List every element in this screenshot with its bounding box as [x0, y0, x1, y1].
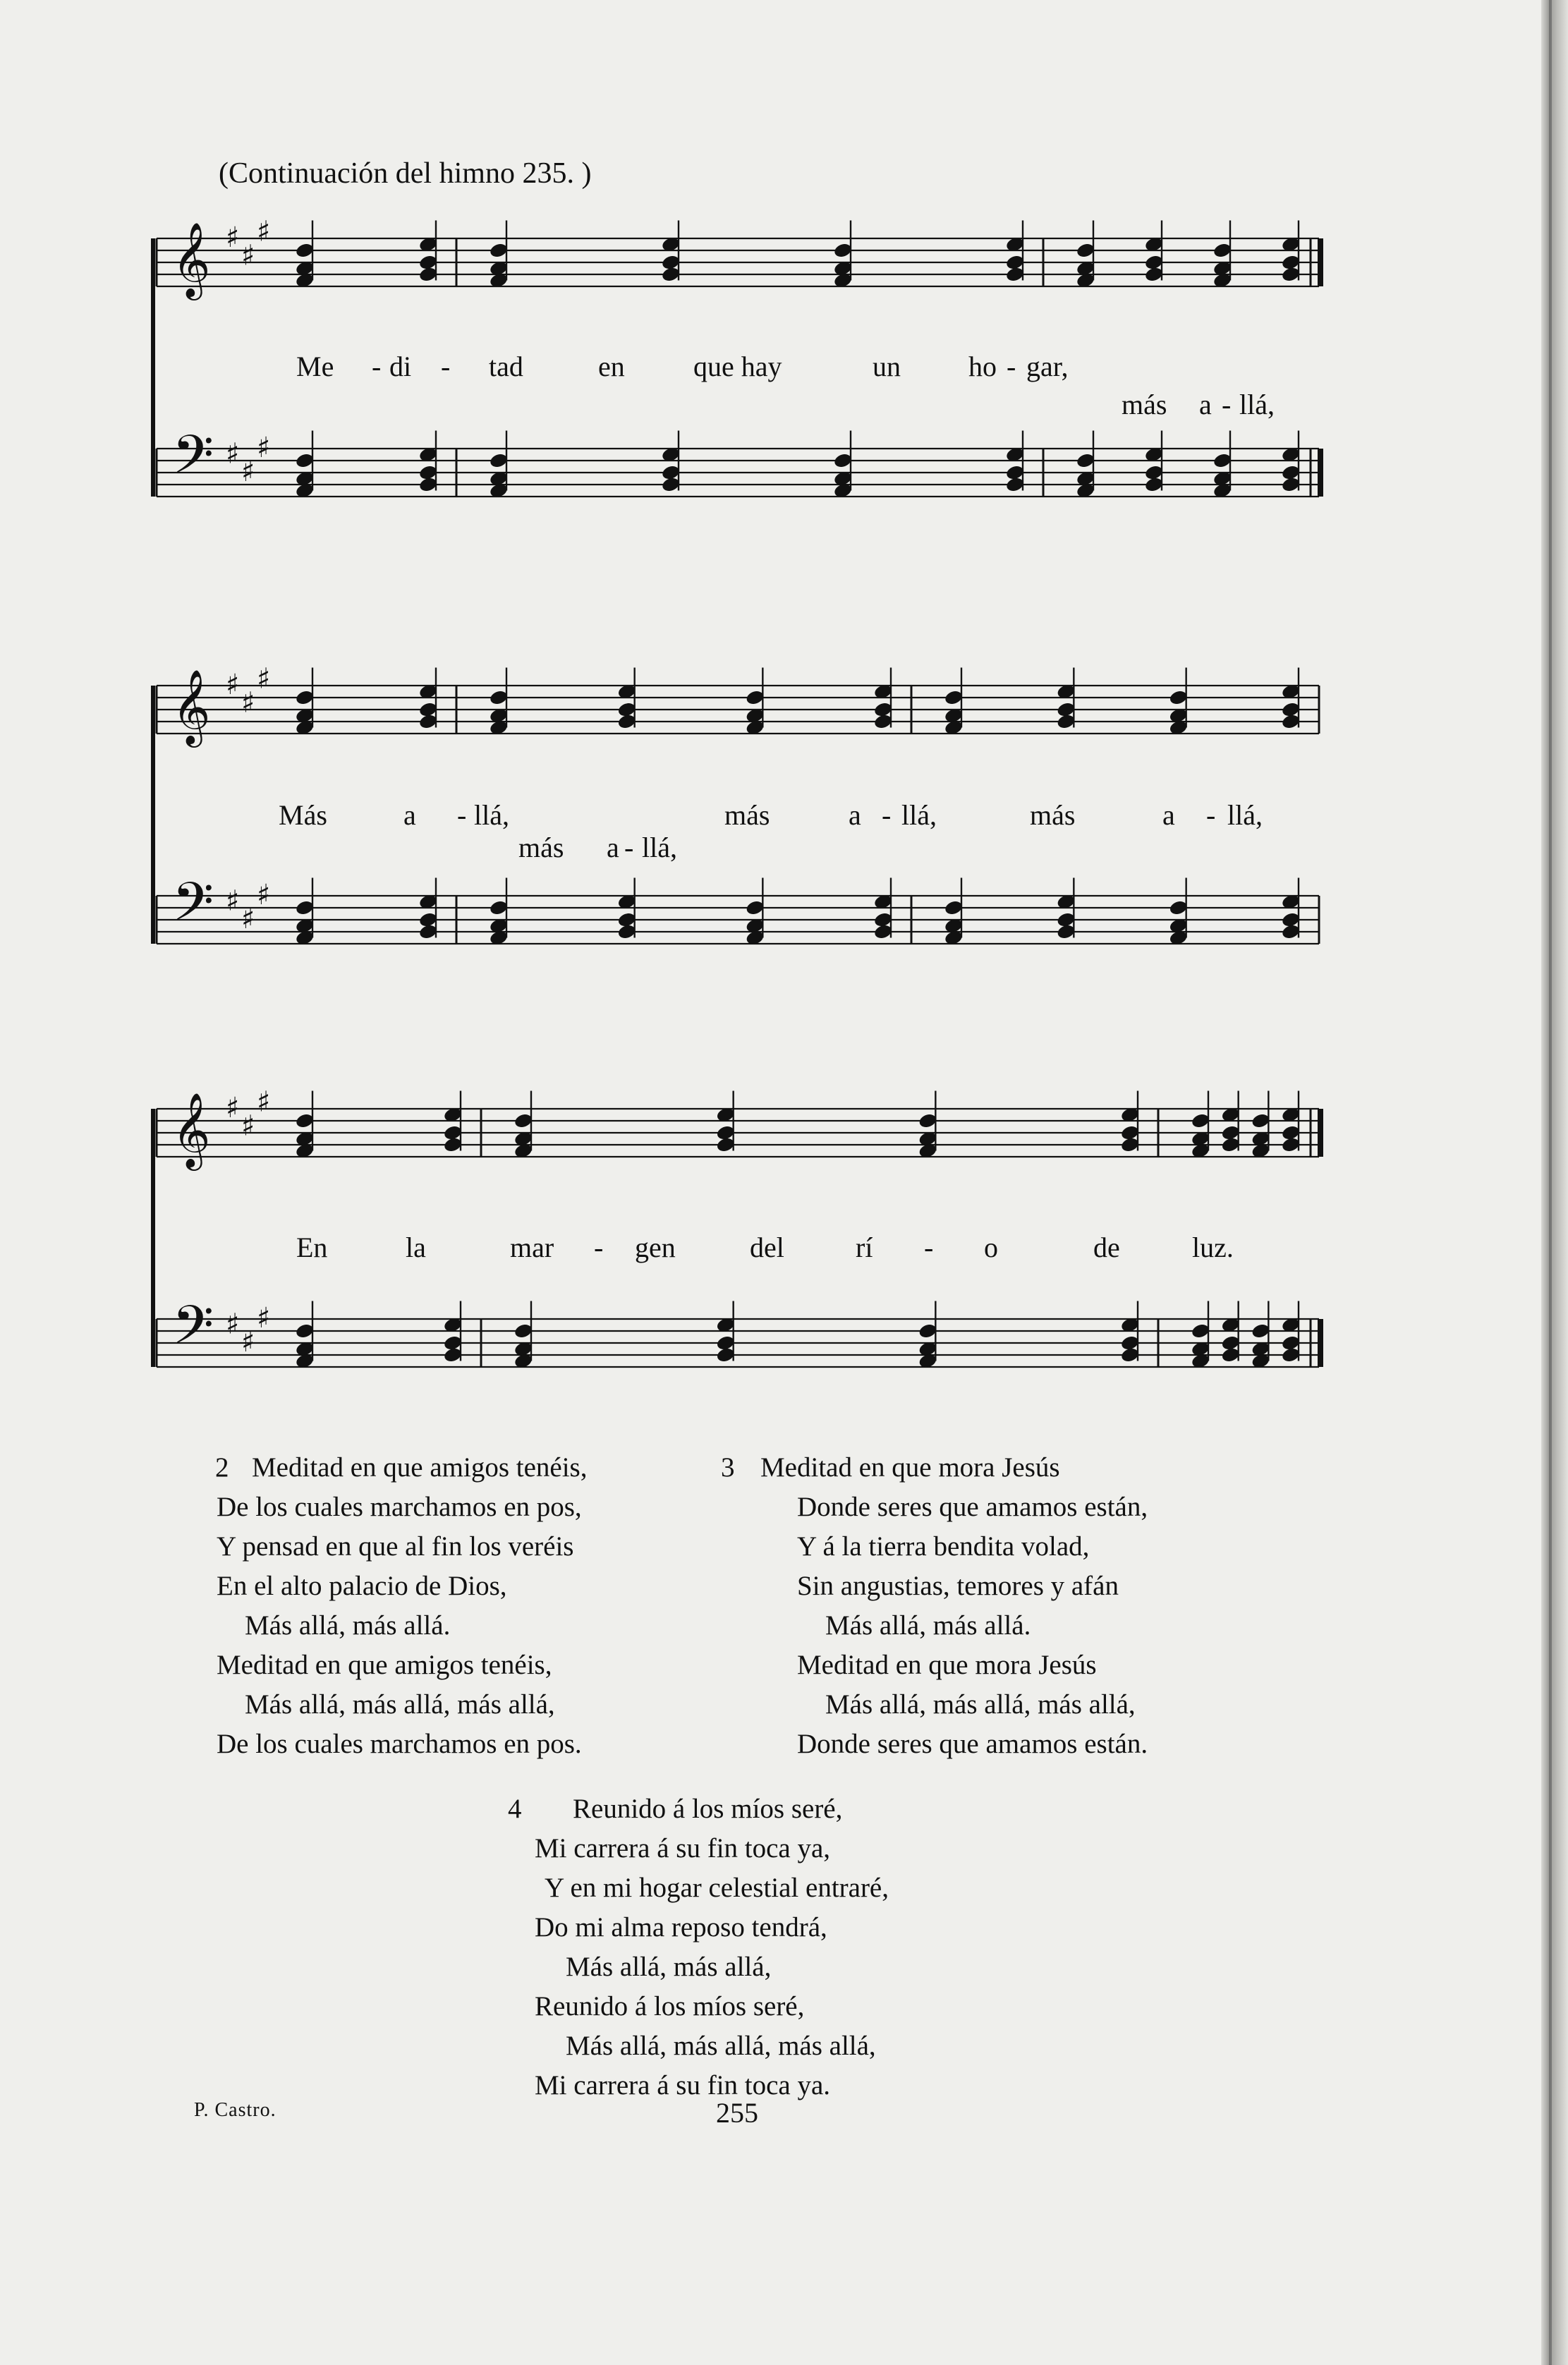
sharp-icon: ♯: [257, 215, 271, 248]
system-bracket: [151, 686, 155, 944]
sharp-icon: ♯: [241, 456, 255, 488]
lyric-syllable: a: [607, 832, 619, 863]
sharp-icon: ♯: [226, 437, 240, 470]
lyric-syllable: luz.: [1192, 1232, 1234, 1263]
final-barline: [1318, 1109, 1323, 1157]
lyric-syllable: a: [849, 799, 861, 831]
verse-number: 2: [215, 1452, 229, 1483]
verse-number: 3: [721, 1452, 735, 1483]
sharp-icon: ♯: [226, 884, 240, 918]
verse-line: 4 Reunido á los míos seré,: [508, 1789, 889, 1829]
lyric-syllable: de: [1093, 1232, 1120, 1263]
verse-line: Donde seres que amamos están.: [797, 1729, 1148, 1759]
verse-line: Do mi alma reposo tendrá,: [535, 1912, 827, 1943]
continuation-header: (Continuación del himno 235. ): [219, 157, 592, 190]
sharp-icon: ♯: [241, 1109, 255, 1143]
verse-line: Y en mi hogar celestial entraré,: [545, 1873, 889, 1903]
verse-line: Más allá, más allá.: [245, 1610, 451, 1641]
lyric-syllable: Me: [296, 351, 334, 382]
verse-4: [508, 1789, 889, 2105]
bass-clef-icon: 𝄢: [172, 870, 214, 947]
verse-line: Más allá, más allá, más allá,: [245, 1689, 555, 1720]
composer-credit: P. Castro.: [194, 2099, 276, 2121]
verse-line: Más allá, más allá, más allá,: [566, 2031, 876, 2061]
sharp-icon: ♯: [257, 879, 271, 911]
verse-3: [721, 1448, 1148, 1764]
lyric-syllable: llá,: [1227, 799, 1263, 831]
lyric-hyphen: -: [1007, 351, 1016, 382]
lyric-syllable: llá,: [901, 799, 937, 831]
lyric-syllable: que hay: [693, 351, 782, 382]
lyric-hyphen: -: [372, 351, 382, 382]
treble-clef-icon: 𝄞: [172, 669, 211, 745]
verse-number: 4: [508, 1794, 522, 1824]
lyric-syllable: gen: [635, 1232, 676, 1263]
lyric-syllable: tad: [489, 351, 523, 382]
sharp-icon: ♯: [226, 221, 240, 254]
lyric-hyphen: -: [441, 351, 451, 382]
sharp-icon: ♯: [241, 903, 255, 935]
verse-line: De los cuales marchamos en pos.: [217, 1729, 582, 1759]
verse-line: Más allá, más allá, más allá,: [825, 1689, 1136, 1720]
lyric-hyphen: -: [1206, 799, 1216, 831]
verse-line: 2 Meditad en que amigos tenéis,: [215, 1448, 587, 1488]
verse-line: Mi carrera á su fin toca ya.: [535, 2070, 831, 2100]
bass-clef-icon: 𝄢: [172, 423, 214, 499]
verse-line: Más allá, más allá.: [825, 1610, 1031, 1641]
lyric-syllable: gar,: [1026, 351, 1069, 382]
verse-line: Y pensad en que al fin los veréis: [217, 1531, 574, 1562]
verse-line: De los cuales marchamos en pos,: [217, 1492, 582, 1522]
verse-line: Meditad en que amigos tenéis,: [217, 1650, 552, 1680]
system-bracket: [151, 1109, 155, 1367]
lyric-syllable: a: [1162, 799, 1175, 831]
page-number: 255: [716, 2097, 758, 2129]
page-edge: [1541, 0, 1568, 2365]
lyric-syllable: a: [403, 799, 416, 831]
verse-2: [215, 1448, 587, 1764]
sharp-icon: ♯: [241, 239, 255, 272]
lyric-syllable: un: [873, 351, 901, 382]
sharp-icon: ♯: [257, 1302, 271, 1335]
lyric-syllable: más: [724, 799, 770, 831]
verse-line: En el alto palacio de Dios,: [217, 1571, 507, 1601]
sharp-icon: ♯: [241, 686, 255, 719]
sharp-icon: ♯: [241, 1326, 255, 1358]
lyric-syllable: a: [1199, 389, 1212, 420]
lyric-syllable: llá,: [1239, 389, 1275, 420]
lyric-syllable: del: [750, 1232, 784, 1263]
staff-notation-2: [157, 662, 1324, 1003]
bass-clef-icon: 𝄢: [172, 1294, 214, 1370]
lyric-syllable: llá,: [642, 832, 677, 863]
lyric-syllable: mar: [510, 1232, 554, 1263]
final-barline: [1318, 449, 1323, 497]
music-system-3: [157, 1086, 1324, 1426]
lyric-syllable: la: [406, 1232, 426, 1263]
lyric-hyphen: -: [882, 799, 892, 831]
verse-line: Y á la tierra bendita volad,: [797, 1531, 1090, 1562]
sharp-icon: ♯: [257, 432, 271, 464]
verse-line: Meditad en que mora Jesús: [797, 1650, 1097, 1680]
music-system-2: [157, 662, 1324, 1003]
verse-line: Reunido á los míos seré,: [535, 1991, 805, 2022]
lyric-syllable: rí: [856, 1232, 873, 1263]
verse-line: Más allá, más allá,: [566, 1952, 772, 1982]
lyric-hyphen: -: [594, 1232, 604, 1263]
lyric-syllable: más: [1030, 799, 1076, 831]
lyric-syllable: más: [1122, 389, 1167, 420]
lyric-syllable: di: [389, 351, 412, 382]
lyric-syllable: Más: [279, 799, 327, 831]
lyric-hyphen: -: [924, 1232, 934, 1263]
lyric-syllable: llá,: [474, 799, 509, 831]
lyric-hyphen: -: [457, 799, 467, 831]
lyric-syllable: ho: [968, 351, 997, 382]
sharp-icon: ♯: [226, 1308, 240, 1341]
system-bracket: [151, 238, 155, 497]
treble-clef-icon: 𝄞: [172, 1092, 211, 1168]
final-barline: [1318, 1319, 1323, 1367]
sharp-icon: ♯: [226, 1092, 240, 1124]
treble-clef-icon: 𝄞: [172, 221, 211, 298]
sharp-icon: ♯: [257, 1086, 271, 1119]
lyric-hyphen: -: [624, 832, 634, 863]
verse-line: 3 Meditad en que mora Jesús: [721, 1448, 1148, 1488]
lyric-syllable: o: [984, 1232, 998, 1263]
lyric-syllable: En: [296, 1232, 328, 1263]
verse-line: Sin angustias, temores y afán: [797, 1571, 1119, 1601]
page-edge-line: [1549, 0, 1552, 2365]
lyric-syllable: más: [518, 832, 564, 863]
lyric-hyphen: -: [1222, 389, 1232, 420]
final-barline: [1318, 238, 1323, 286]
sharp-icon: ♯: [226, 669, 240, 701]
staff-notation-3: [157, 1086, 1324, 1426]
lyric-syllable: en: [598, 351, 625, 382]
verse-line: Donde seres que amamos están,: [797, 1492, 1148, 1522]
verse-line: Mi carrera á su fin toca ya,: [535, 1833, 831, 1864]
sharp-icon: ♯: [257, 662, 271, 695]
